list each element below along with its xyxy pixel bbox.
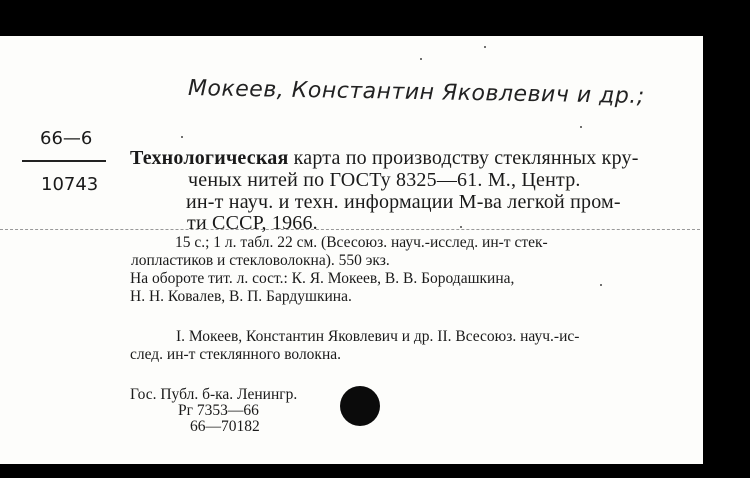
title-line [186, 191, 621, 214]
library-line: 66—70182 [190, 418, 260, 435]
tracings-line: I. Мокеев, Константин Яковлевич и др. II. Всесоюз. науч.-ис- [176, 328, 580, 345]
card-rule [0, 229, 700, 230]
title-line [187, 212, 318, 235]
title-line-text: ин-т науч. и техн. информации М-ва легкой пром- [186, 191, 621, 213]
call-number-top: 66—6 [40, 128, 93, 149]
call-number-bottom: 10743 [41, 174, 99, 195]
title-lead-word: Технологическая [130, 147, 289, 169]
description-line: На обороте тит. л. сост.: К. Я. Мокеев, В. В. Бородашкина, [130, 270, 515, 287]
title-line [130, 147, 639, 170]
library-line: Гос. Публ. б-ка. Ленингр. [130, 386, 298, 403]
library-stamp [340, 386, 380, 426]
tracings-line: след. ин-т стеклянного волокна. [130, 346, 342, 363]
description-line: Н. Н. Ковалев, В. П. Бардушкина. [130, 288, 352, 305]
library-line: Рг 7353—66 [178, 402, 259, 419]
title-line-text: карта по производству стеклянных кру- [288, 147, 639, 169]
description-line: 15 с.; 1 л. табл. 22 см. (Всесоюз. науч.-исслед. ин-т стек- [175, 234, 548, 251]
title-line-text: ти СССР, 1966. [187, 212, 318, 234]
description-line: лопластиков и стекловолокна). 550 экз. [131, 252, 390, 269]
speck [181, 136, 183, 138]
speck [420, 58, 422, 60]
speck [580, 126, 582, 128]
catalog-card [0, 36, 703, 464]
speck [460, 226, 462, 228]
call-number-divider [22, 160, 106, 162]
title-line-text: ченых нитей по ГОСТу 8325—61. М., Центр. [188, 169, 581, 191]
title-line [188, 169, 581, 192]
speck [600, 284, 602, 286]
handwritten-heading: Мокеев, Константин Яковлевич и др.; [187, 76, 645, 109]
speck [484, 46, 486, 48]
